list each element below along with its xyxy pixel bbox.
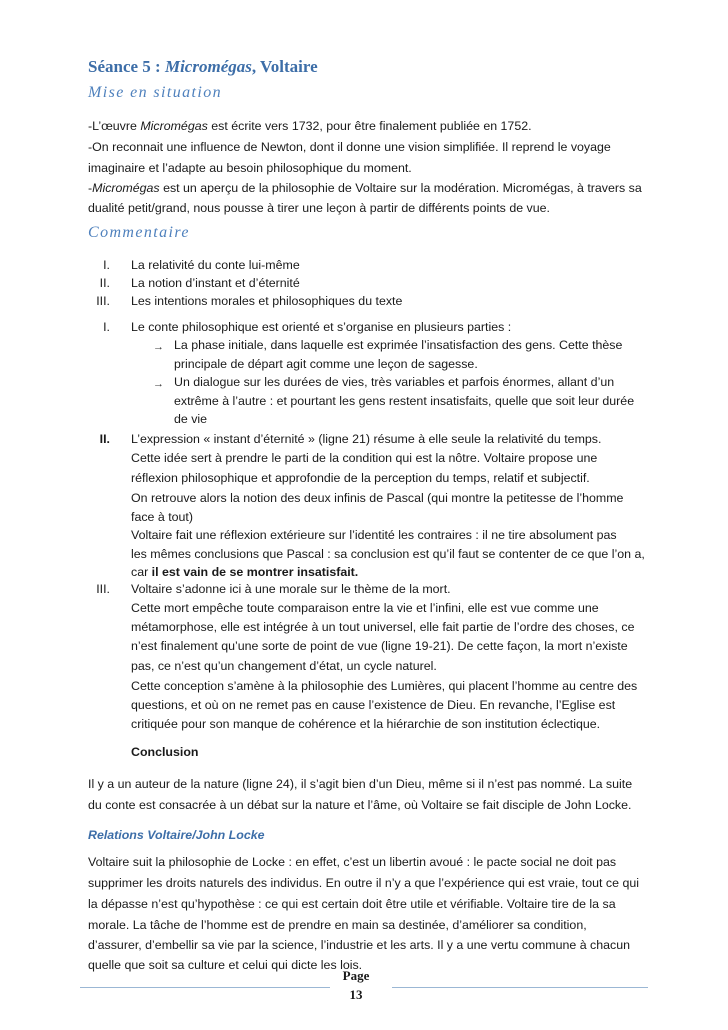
paragraph-line: métamorphose, elle est intégrée à un tout universel, elle fait partie de l’ordre des choses, ce	[131, 620, 635, 634]
plan-number: III.	[96, 294, 110, 308]
paragraph-line: n’est finalement qu’une sorte de point de vue (ligne 19-21). De cette façon, la mort n’existe	[131, 639, 628, 653]
text-span: est écrite vers 1732, pour être finalement publiée en 1752.	[207, 119, 532, 133]
bullet-line: La phase initiale, dans laquelle est exprimée l’insatisfaction des gens. Cette thèse	[174, 338, 623, 352]
paragraph-line: réflexion philosophique et approfondie de la perception du temps, relatif et subjectif.	[131, 471, 590, 485]
paragraph-line: la dépasse n’est qu’hypothèse : ce qui est certain doit être utile et vérifiable. Voltaire tire de la sa	[88, 897, 616, 911]
plan-item: La notion d’instant et d’éternité	[131, 276, 300, 290]
arrow-icon: →	[153, 378, 164, 390]
paragraph-line: quelle que soit sa culture et celui qui dicte les lois.	[88, 958, 363, 972]
paragraph-line: Cette mort empêche toute comparaison entre la vie et l’infini, elle est vue comme une	[131, 601, 599, 615]
heading-commentaire: Commentaire	[88, 224, 190, 241]
footer-page-label: Page	[342, 968, 370, 983]
paragraph-line: L’expression « instant d’éternité » (ligne 21) résume à elle seule la relativité du temps.	[131, 432, 602, 446]
paragraph-line: Voltaire fait une réflexion extérieure sur l’identité les contraires : il ne tire absolument pas	[131, 528, 617, 542]
paragraph-line: morale. La tâche de l’homme est de prendre en main sa destinée, d’améliorer sa condition,	[88, 918, 587, 932]
heading-relations: Relations Voltaire/John Locke	[88, 828, 265, 842]
paragraph-line: Voltaire suit la philosophie de Locke : en effet, c’est un libertin avoué : le pacte social ne doit pas	[88, 855, 617, 869]
bullet-line: Un dialogue sur les durées de vies, très variables et parfois énormes, allant d’un	[174, 375, 615, 389]
paragraph-line: questions, et où on ne remet pas en cause l’existence de Dieu. En revanche, l’Eglise est	[131, 698, 616, 712]
heading-mise-en-situation: Mise en situation	[88, 84, 223, 101]
plan-number: I.	[103, 258, 110, 272]
page-title	[88, 57, 318, 77]
paragraph-line: du conte est consacrée à un débat sur la nature et l’âme, où Voltaire se fait disciple de John Locke.	[88, 798, 632, 812]
plan-number: II.	[99, 276, 110, 290]
section-number: III.	[96, 582, 110, 596]
emphasis-bold: il est vain de se montrer insatisfait.	[151, 565, 359, 579]
text-span: -	[88, 181, 93, 195]
title-suffix: , Voltaire	[251, 57, 318, 76]
text-span: est un aperçu de la philosophie de Voltaire sur la modération. Micromégas, à travers sa	[159, 181, 642, 195]
paragraph-line: d’assurer, d’embellir sa vie par la science, l’industrie et les arts. Il y a une vertu commune à chacun	[88, 938, 630, 952]
paragraph-line: Cette idée sert à prendre le parti de la condition qui est la nôtre. Voltaire propose une	[131, 451, 598, 465]
paragraph-line	[88, 117, 532, 136]
work-title-italic: Micromégas	[140, 119, 208, 133]
paragraph-line: On retrouve alors la notion des deux infinis de Pascal (qui montre la petitesse de l’homme	[131, 491, 624, 505]
bullet-line: principale de départ agit comme une leçon de sagesse.	[174, 357, 478, 371]
paragraph-line	[88, 179, 642, 198]
paragraph-line: dualité petit/grand, nous pousse à tirer une leçon à partir de différents points de vue.	[88, 201, 550, 215]
plan-item: La relativité du conte lui-même	[131, 258, 300, 272]
paragraph-line: face à tout)	[131, 510, 193, 524]
paragraph-line: Cette conception s’amène à la philosophie des Lumières, qui placent l’homme au centre des	[131, 679, 638, 693]
paragraph-line: critiquée pour son manque de cohérence et la hiérarchie de son institution éclectique.	[131, 717, 601, 731]
paragraph-line: -On reconnait une influence de Newton, dont il donne une vision simplifiée. Il reprend le voyage	[88, 140, 611, 154]
plan-item: Les intentions morales et philosophiques du texte	[131, 294, 403, 308]
section-number: II.	[99, 432, 110, 446]
arrow-icon: →	[153, 341, 164, 353]
section-number: I.	[103, 320, 110, 334]
title-work: Micromégas	[164, 57, 252, 76]
paragraph-line: Voltaire s’adonne ici à une morale sur le thème de la mort.	[131, 582, 451, 596]
paragraph-line: pas, ce n’est qu’un changement d’état, un cycle naturel.	[131, 659, 437, 673]
paragraph-line: les mêmes conclusions que Pascal : sa conclusion est qu’il faut se contenter de ce que l’on a,	[131, 547, 645, 561]
footer-rule-right	[392, 987, 648, 988]
text-span: -L’œuvre	[88, 119, 141, 133]
work-title-italic: Micromégas	[92, 181, 160, 195]
bullet-line: extrême à l’autre : et pourtant les gens restent insatisfaits, quelle que soit leur durée	[174, 394, 635, 408]
conclusion-heading: Conclusion	[131, 745, 199, 759]
bullet-line: de vie	[174, 412, 208, 426]
footer-rule-left	[80, 987, 330, 988]
text-span: car	[131, 565, 152, 579]
paragraph-line: supprimer les droits naturels des individus. En outre il n’y a que l’expérience qui est vraie, tout ce qui	[88, 876, 639, 890]
footer-page-number: 13	[349, 987, 363, 1002]
paragraph-line: Il y a un auteur de la nature (ligne 24), il s’agit bien d’un Dieu, même si il n’est pas nommé. La suite	[88, 777, 633, 791]
title-prefix: Séance 5 :	[88, 57, 165, 76]
paragraph-line: Le conte philosophique est orienté et s’organise en plusieurs parties :	[131, 320, 512, 334]
paragraph-line: imaginaire et l’adapte au besoin philosophique du moment.	[88, 161, 412, 175]
